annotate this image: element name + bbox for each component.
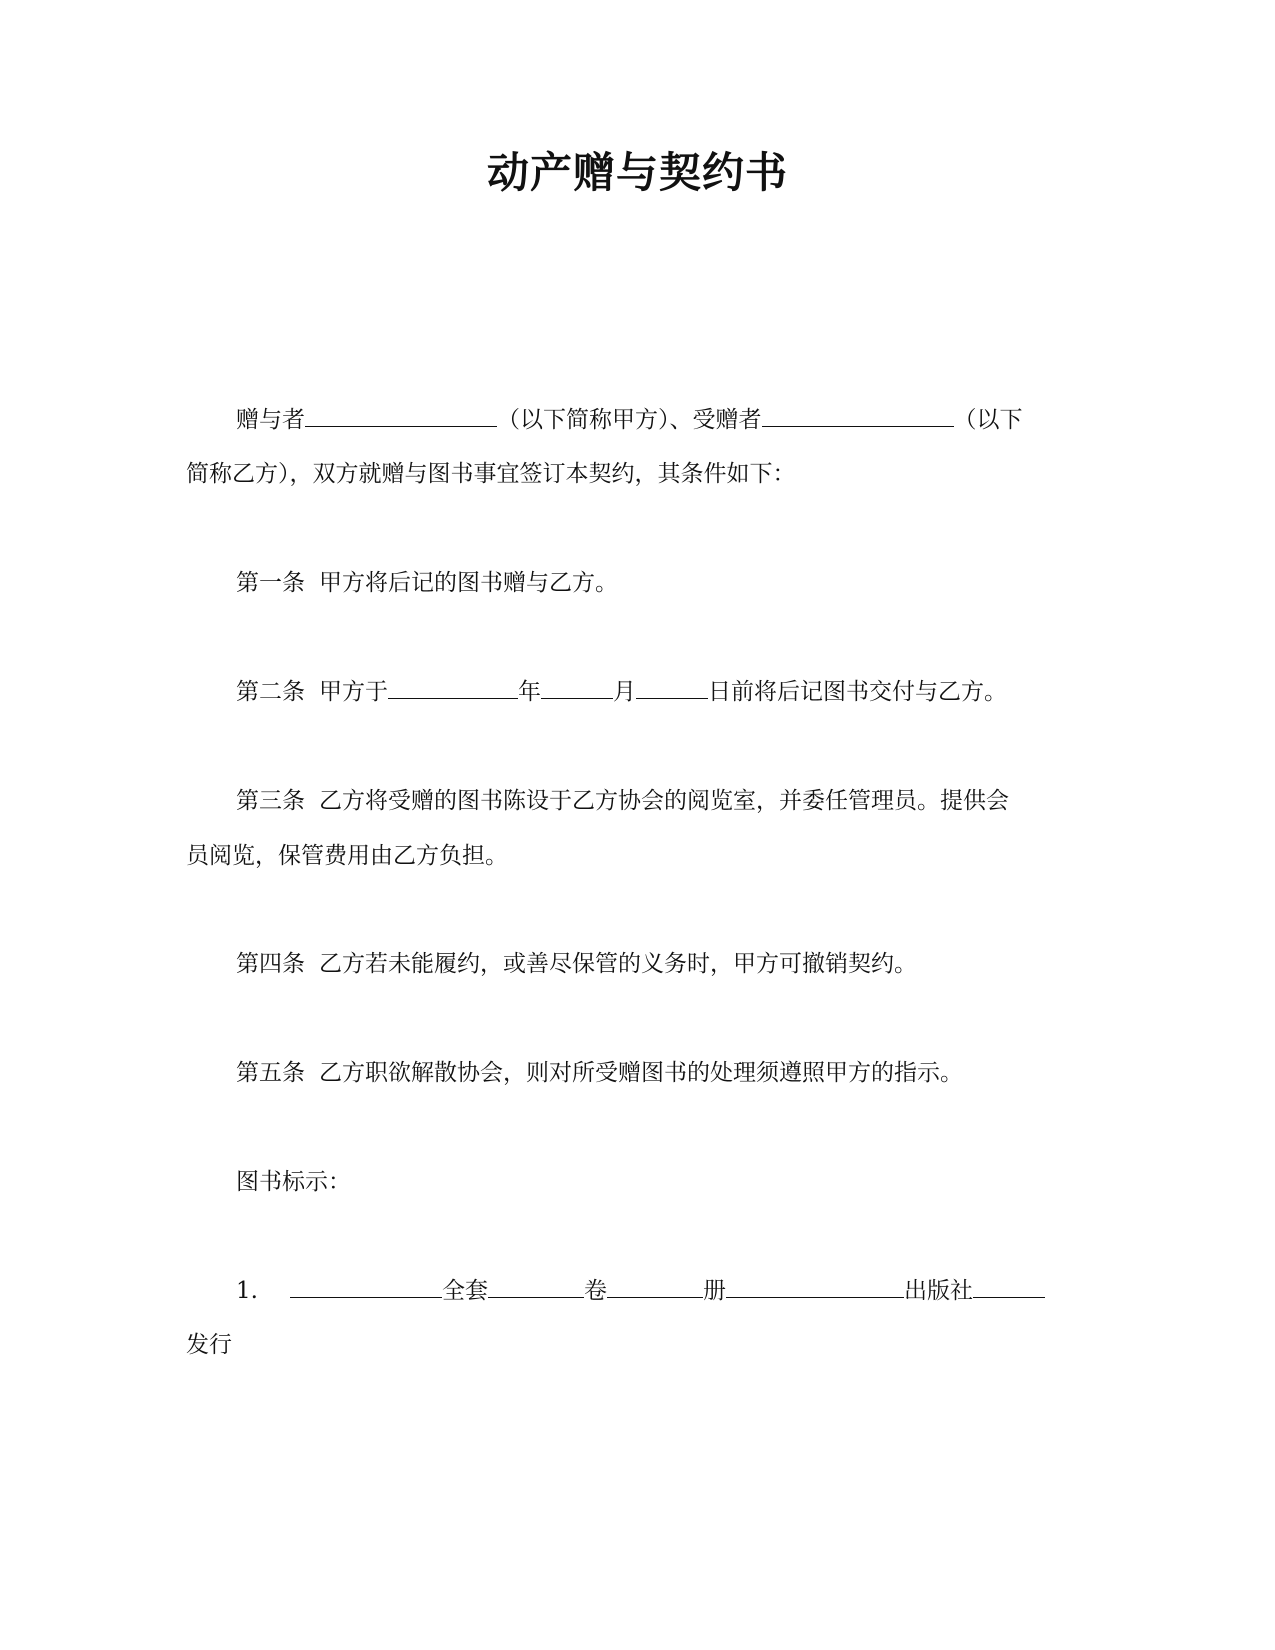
donor-name-blank[interactable] (305, 404, 497, 427)
book-item-1-issued: 发行 (186, 1332, 232, 1358)
full-set-label: 全套 (441, 1278, 488, 1304)
book-item-1 (236, 1275, 1045, 1307)
intro-line-2: 简称乙方），双方就赠与图书事宜签订本契约，其条件如下： (186, 461, 796, 487)
donee-name-blank[interactable] (762, 404, 954, 427)
article-4-number: 第四条 (236, 951, 305, 977)
article-3-line-2: 员阅览，保管费用由乙方负担。 (186, 843, 508, 869)
donor-label: 赠与者 (236, 407, 305, 433)
volume-label: 卷 (583, 1278, 607, 1304)
article-2-suffix: 日前将后记图书交付与乙方。 (708, 679, 1007, 705)
volume-count-blank[interactable] (488, 1275, 584, 1298)
article-1-text: 甲方将后记的图书赠与乙方。 (319, 570, 618, 596)
donor-abbr-text: （以下简称甲方）、受赠者 (497, 407, 762, 433)
article-1 (236, 567, 618, 599)
book-item-number: 1. (236, 1278, 258, 1304)
year-label: 年 (518, 679, 541, 705)
intro-line-1 (236, 404, 1023, 436)
issue-info-blank[interactable] (973, 1275, 1045, 1298)
article-3-text-1: 乙方将受赠的图书陈设于乙方协会的阅览室，并委任管理员。提供会 (319, 788, 1009, 814)
copies-label: 册 (702, 1278, 726, 1304)
article-5-text: 乙方职欲解散协会，则对所受赠图书的处理须遵照甲方的指示。 (319, 1060, 963, 1086)
article-2-number: 第二条 (236, 679, 305, 705)
donee-abbr-start: （以下 (953, 407, 1023, 433)
document-title: 动产赠与契约书 (486, 148, 788, 197)
day-blank[interactable] (636, 676, 708, 699)
article-1-number: 第一条 (236, 570, 305, 596)
publisher-label: 出版社 (903, 1278, 973, 1304)
year-blank[interactable] (388, 676, 518, 699)
article-2 (236, 676, 1007, 708)
article-5-number: 第五条 (236, 1060, 305, 1086)
books-heading: 图书标示： (236, 1169, 351, 1195)
article-5 (236, 1057, 963, 1089)
article-4-text: 乙方若未能履约，或善尽保管的义务时，甲方可撤销契约。 (319, 951, 917, 977)
book-name-blank[interactable] (290, 1275, 442, 1298)
article-3-line-1 (236, 785, 1009, 817)
publisher-name-blank[interactable] (726, 1275, 904, 1298)
month-label: 月 (613, 679, 636, 705)
article-4 (236, 948, 917, 980)
article-3-number: 第三条 (236, 788, 305, 814)
copies-count-blank[interactable] (607, 1275, 703, 1298)
article-2-prefix: 甲方于 (319, 679, 388, 705)
month-blank[interactable] (541, 676, 613, 699)
